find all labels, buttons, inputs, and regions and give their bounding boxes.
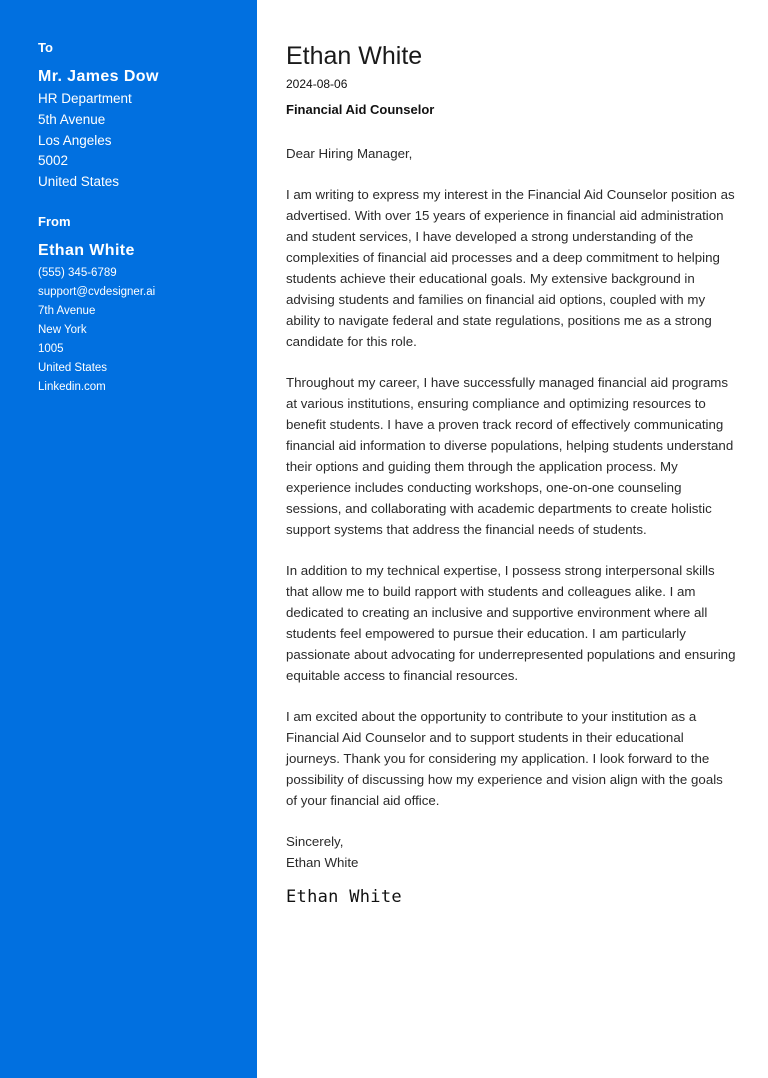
sender-city: New York	[38, 323, 87, 336]
sender-block	[38, 214, 237, 397]
paragraph-2: Throughout my career, I have successfully managed financial aid programs at various institutions, ensuring compliance and optimizing resources to benefit students. I have a proven track record of effectively communicating financial aid information to diverse populations, helping students understand their options and guiding them through the application process. My experience includes conducting workshops, one-on-one counseling sessions, and collaborating with academic departments to create holistic support systems that address the financial needs of students.	[286, 375, 734, 537]
sender-linkedin: Linkedin.com	[38, 380, 106, 393]
letter-date: 2024-08-06	[286, 77, 348, 91]
paragraph-1: I am writing to express my interest in the Financial Aid Counselor position as advertised. With over 15 years of experience in financial aid administration and student services, I have developed a strong understanding of the complexities of financial aid processes and a deep commitment to helping students achieve their educational goals. My extensive background in advising students and families on financial aid options, coupled with my ability to navigate federal and state regulations, positions me as a strong candidate for this role.	[286, 187, 735, 349]
sender-name: Ethan White	[38, 241, 135, 259]
sender-email: support@cvdesigner.ai	[38, 285, 156, 298]
letter-body	[286, 143, 736, 908]
paragraph-4: I am excited about the opportunity to contribute to your institution as a Financial Aid Counselor and to support students in their educational journeys. Thank you for considering my application. I look forward to the possibility of discussing how my experience and vision align with the goals of your financial aid office.	[286, 709, 723, 808]
closing-phrase: Sincerely,	[286, 834, 344, 849]
sidebar	[0, 0, 257, 1078]
position-title: Financial Aid Counselor	[286, 102, 435, 117]
page-title: Ethan White	[286, 42, 423, 70]
recipient-zip: 5002	[38, 153, 69, 169]
recipient-street: 5th Avenue	[38, 111, 106, 127]
recipient-department: HR Department	[38, 91, 132, 106]
closing-block	[286, 831, 736, 873]
recipient-block	[38, 40, 237, 193]
recipient-country: United States	[38, 174, 120, 190]
to-heading: To	[38, 40, 53, 55]
sender-zip: 1005	[38, 342, 64, 355]
paragraph-3: In addition to my technical expertise, I possess strong interpersonal skills that allow me to build rapport with students and colleagues alike. I am dedicated to creating an inclusive and supportive environment where all students feel empowered to pursue their education. I am particularly passionate about advocating for underrepresented populations and ensuring equitable access to financial resources.	[286, 563, 736, 683]
closing-name: Ethan White	[286, 855, 359, 870]
letter-main	[257, 0, 768, 1078]
sender-country: United States	[38, 361, 108, 374]
recipient-name: Mr. James Dow	[38, 68, 159, 85]
from-heading: From	[38, 213, 71, 229]
sender-phone: (555) 345-6789	[38, 266, 117, 279]
recipient-city: Los Angeles	[38, 132, 112, 148]
signature: Ethan White	[286, 887, 402, 907]
sender-street: 7th Avenue	[38, 304, 96, 317]
salutation: Dear Hiring Manager,	[286, 146, 413, 161]
